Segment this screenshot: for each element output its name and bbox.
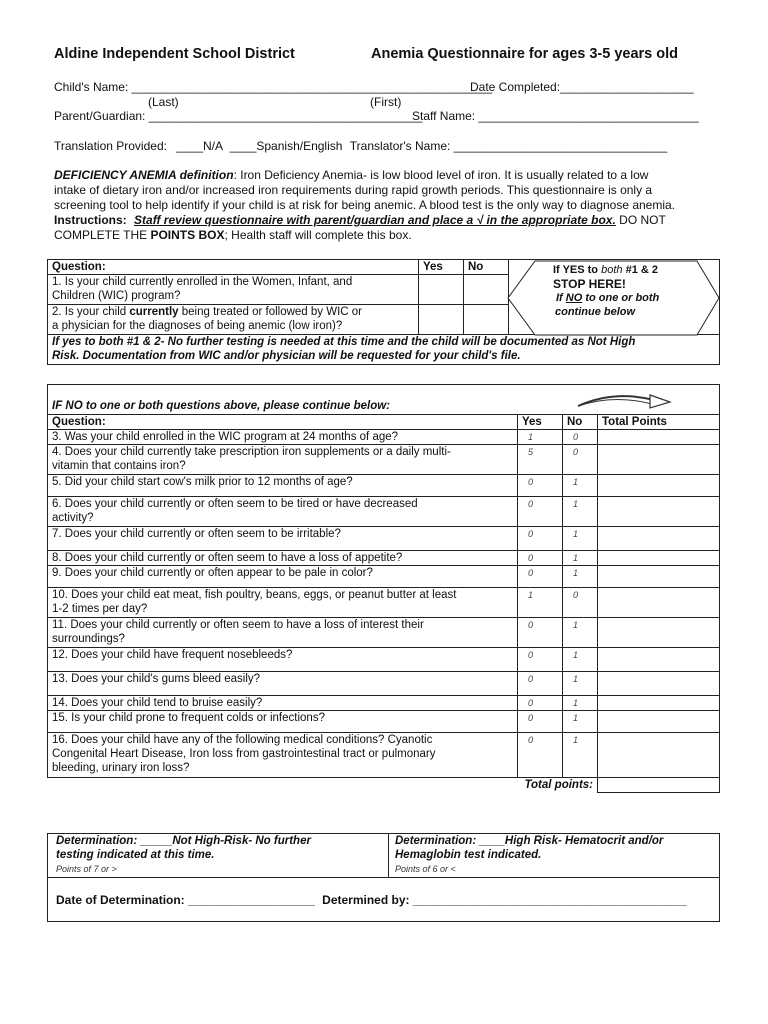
high-risk-cell[interactable]: Determination: ____High Risk- Hematocrit and/or Hemaglobin test indicated. Points of 6 or < — [389, 834, 720, 878]
yes-points-value: 0 — [528, 620, 534, 630]
points-box[interactable] — [598, 696, 720, 711]
parent-row — [54, 109, 422, 123]
translation-row — [54, 139, 667, 153]
q1-no-box[interactable] — [464, 275, 509, 305]
yes-box[interactable] — [518, 551, 563, 566]
no-box[interactable] — [563, 733, 598, 778]
district-name: Aldine Independent School District — [54, 46, 295, 62]
date-completed-field[interactable]: ____________________ — [560, 80, 694, 94]
no-points-value: 1 — [573, 568, 579, 578]
yes-box[interactable] — [518, 497, 563, 527]
table-row — [48, 733, 720, 778]
curved-arrow-icon — [574, 392, 674, 412]
question-1: 1. Is your child currently enrolled in the Women, Infant, and Children (WIC) program? — [48, 275, 419, 305]
no-points-value: 1 — [573, 735, 579, 745]
child-name-label: Child's Name: — [54, 80, 132, 94]
q2-yes-box[interactable] — [419, 305, 464, 335]
yes-box[interactable] — [518, 648, 563, 672]
points-box[interactable] — [598, 430, 720, 445]
child-name-row — [54, 80, 492, 94]
question-text: 15. Is your child prone to frequent colds or infections? — [48, 711, 518, 733]
no-box[interactable] — [563, 497, 598, 527]
translation-spanish-option[interactable]: ____Spanish/English — [229, 139, 343, 153]
yes-box[interactable] — [518, 733, 563, 778]
no-points-value: 1 — [573, 499, 579, 509]
col-yes-header: Yes — [419, 260, 464, 275]
definition-line-2: intake of dietary iron and/or increased iron requirements during rapid growth periods. This questionnaire is only a — [54, 183, 653, 197]
question-text: 11. Does your child currently or often seem to have a loss of interest their surroundings? — [48, 618, 518, 648]
no-points-value: 1 — [573, 620, 579, 630]
translator-field[interactable]: ________________________________ — [453, 139, 668, 153]
no-box[interactable] — [563, 588, 598, 618]
points-box[interactable] — [598, 618, 720, 648]
table-row — [48, 711, 720, 733]
yes-points-value: 0 — [528, 529, 534, 539]
no-box[interactable] — [563, 430, 598, 445]
no-points-value: 1 — [573, 713, 579, 723]
yes-box[interactable] — [518, 672, 563, 696]
staff-label: Staff Name: — [412, 109, 479, 123]
definition-line-1: DEFICIENCY ANEMIA definition: Iron Deficiency Anemia- is low blood level of iron. It is usually related to a low — [54, 168, 649, 182]
continue-instructions: IF NO to one or both questions above, please continue below: — [48, 385, 720, 415]
points-box[interactable] — [598, 497, 720, 527]
points-box[interactable] — [598, 551, 720, 566]
determination-date-row — [48, 878, 720, 922]
no-points-value: 1 — [573, 674, 579, 684]
last-name-caption: (Last) — [148, 95, 179, 109]
no-box[interactable] — [563, 566, 598, 588]
stop-here-text: If YES to both #1 & 2 STOP HERE! If NO to one or both continue below — [553, 264, 660, 318]
question-text: 6. Does your child currently or often seem to be tired or have decreased activity? — [48, 497, 518, 527]
question-text: 8. Does your child currently or often seem to have a loss of appetite? — [48, 551, 518, 566]
table-row — [48, 527, 720, 551]
determined-by-label: Determined by: — [322, 892, 413, 907]
no-points-value: 1 — [573, 477, 579, 487]
yes-points-value: 1 — [528, 432, 534, 442]
question-text: 12. Does your child have frequent nosebleeds? — [48, 648, 518, 672]
question-text: 4. Does your child currently take prescription iron supplements or a daily multi- vitamin that contains iron? — [48, 445, 518, 475]
no-box[interactable] — [563, 672, 598, 696]
first-name-caption: (First) — [370, 95, 402, 109]
no-box[interactable] — [563, 475, 598, 497]
question-text: 10. Does your child eat meat, fish poultry, beans, eggs, or peanut butter at least 1-2 times per day? — [48, 588, 518, 618]
question-text: 3. Was your child enrolled in the WIC program at 24 months of age? — [48, 430, 518, 445]
no-box[interactable] — [563, 527, 598, 551]
date-of-determination-label: Date of Determination: — [56, 892, 189, 907]
child-name-field[interactable]: ______________________________________________________ — [131, 80, 493, 94]
table-row — [48, 648, 720, 672]
points-box[interactable] — [598, 672, 720, 696]
table-row — [48, 588, 720, 618]
points-box[interactable] — [598, 527, 720, 551]
question-text: 13. Does your child's gums bleed easily? — [48, 672, 518, 696]
instructions-line: Instructions: Staff review questionnaire with parent/guardian and place a √ in the appropriate box. DO NOT — [54, 213, 666, 227]
no-points-value: 1 — [573, 529, 579, 539]
col-yes-header-2: Yes — [518, 415, 563, 430]
no-box[interactable] — [563, 711, 598, 733]
points-box[interactable] — [598, 588, 720, 618]
points-box[interactable] — [598, 566, 720, 588]
question-2: 2. Is your child currently being treated or followed by WIC or a physician for the diagnoses of being anemic (low iron)? — [48, 305, 419, 335]
yes-box[interactable] — [518, 711, 563, 733]
points-box[interactable] — [598, 445, 720, 475]
yes-points-value: 0 — [528, 698, 534, 708]
question-text: 9. Does your child currently or often appear to be pale in color? — [48, 566, 518, 588]
table-row — [48, 497, 720, 527]
yes-points-value: 5 — [528, 447, 534, 457]
no-box[interactable] — [563, 648, 598, 672]
yes-points-value: 0 — [528, 477, 534, 487]
not-high-risk-cell[interactable]: Determination: _____Not High-Risk- No further testing indicated at this time. Points of 7 or > — [48, 834, 389, 878]
instructions-label: Instructions: — [54, 213, 127, 227]
points-box[interactable] — [598, 733, 720, 778]
no-box[interactable] — [563, 618, 598, 648]
no-points-value: 0 — [573, 447, 579, 457]
points-box[interactable] — [598, 475, 720, 497]
definition-term: DEFICIENCY ANEMIA definition — [54, 168, 234, 182]
yes-points-value: 0 — [528, 499, 534, 509]
translator-label: Translator's Name: — [349, 139, 454, 153]
definition-line-3: screening tool to help identify if your child is at risk for being anemic. A blood test is the only way to diagnose anemia. — [54, 198, 676, 212]
yes-box[interactable] — [518, 696, 563, 711]
yes-points-value: 0 — [528, 674, 534, 684]
table-row — [48, 551, 720, 566]
col-question-header-2: Question: — [48, 415, 518, 430]
question-text: 14. Does your child tend to bruise easily? — [48, 696, 518, 711]
instructions-text: Staff review questionnaire with parent/guardian and place a √ in the appropriate box. — [134, 213, 616, 227]
col-no-header-2: No — [563, 415, 598, 430]
table-row — [48, 672, 720, 696]
date-of-determination-field[interactable]: ___________________ — [188, 892, 315, 907]
no-further-testing-note: If yes to both #1 & 2- No further testing is needed at this time and the child will be documented as Not High Risk. Documentation from WIC and/or physician will be requested for your child's file. — [48, 335, 720, 365]
translation-label: Translation Provided: — [54, 139, 167, 153]
total-points-box[interactable] — [598, 778, 720, 793]
yes-box[interactable] — [518, 430, 563, 445]
question-text: 5. Did your child start cow's milk prior to 12 months of age? — [48, 475, 518, 497]
table-row — [48, 566, 720, 588]
yes-box[interactable] — [518, 445, 563, 475]
total-points-label: Total points: — [48, 778, 598, 793]
q2-no-box[interactable] — [464, 305, 509, 335]
no-points-value: 1 — [573, 553, 579, 563]
yes-points-value: 0 — [528, 713, 534, 723]
date-completed-label: Date Completed: — [470, 80, 561, 94]
col-points-header: Total Points — [598, 415, 720, 430]
no-points-value: 0 — [573, 590, 579, 600]
date-completed-row — [470, 80, 694, 94]
question-text: 16. Does your child have any of the following medical conditions? Cyanotic Congenital Heart Disease, Iron loss from gastrointestinal tract or pulmonary bleeding, urinary iron loss? — [48, 733, 518, 778]
staff-field[interactable]: _________________________________ — [478, 109, 699, 123]
no-points-value: 0 — [573, 432, 579, 442]
table-row — [48, 475, 720, 497]
table-row — [48, 696, 720, 711]
form-title: Anemia Questionnaire for ages 3-5 years old — [371, 46, 679, 62]
staff-row — [412, 109, 699, 123]
points-box[interactable] — [598, 711, 720, 733]
no-points-value: 1 — [573, 698, 579, 708]
yes-points-value: 0 — [528, 735, 534, 745]
yes-box[interactable] — [518, 475, 563, 497]
yes-points-value: 0 — [528, 553, 534, 563]
yes-box[interactable] — [518, 618, 563, 648]
yes-box[interactable] — [518, 588, 563, 618]
determined-by-field[interactable]: _________________________________________ — [412, 892, 687, 907]
yes-box[interactable] — [518, 527, 563, 551]
no-box[interactable] — [563, 551, 598, 566]
yes-box[interactable] — [518, 566, 563, 588]
instructions-line-2: COMPLETE THE POINTS BOX; Health staff will complete this box. — [54, 228, 412, 242]
parent-label: Parent/Guardian: — [54, 109, 149, 123]
yes-points-value: 0 — [528, 650, 534, 660]
determination-table — [47, 833, 720, 922]
yes-points-value: 1 — [528, 590, 534, 600]
questions-table — [47, 384, 720, 793]
no-points-value: 1 — [573, 650, 579, 660]
points-box[interactable] — [598, 648, 720, 672]
table-row — [48, 430, 720, 445]
col-question-header: Question: — [48, 260, 419, 275]
table-row — [48, 445, 720, 475]
table-row — [48, 618, 720, 648]
translation-na-option[interactable]: ____N/A — [176, 139, 223, 153]
yes-points-value: 0 — [528, 568, 534, 578]
no-box[interactable] — [563, 445, 598, 475]
no-box[interactable] — [563, 696, 598, 711]
parent-field[interactable]: _________________________________________ — [148, 109, 423, 123]
question-text: 7. Does your child currently or often seem to be irritable? — [48, 527, 518, 551]
col-no-header: No — [464, 260, 509, 275]
q1-yes-box[interactable] — [419, 275, 464, 305]
